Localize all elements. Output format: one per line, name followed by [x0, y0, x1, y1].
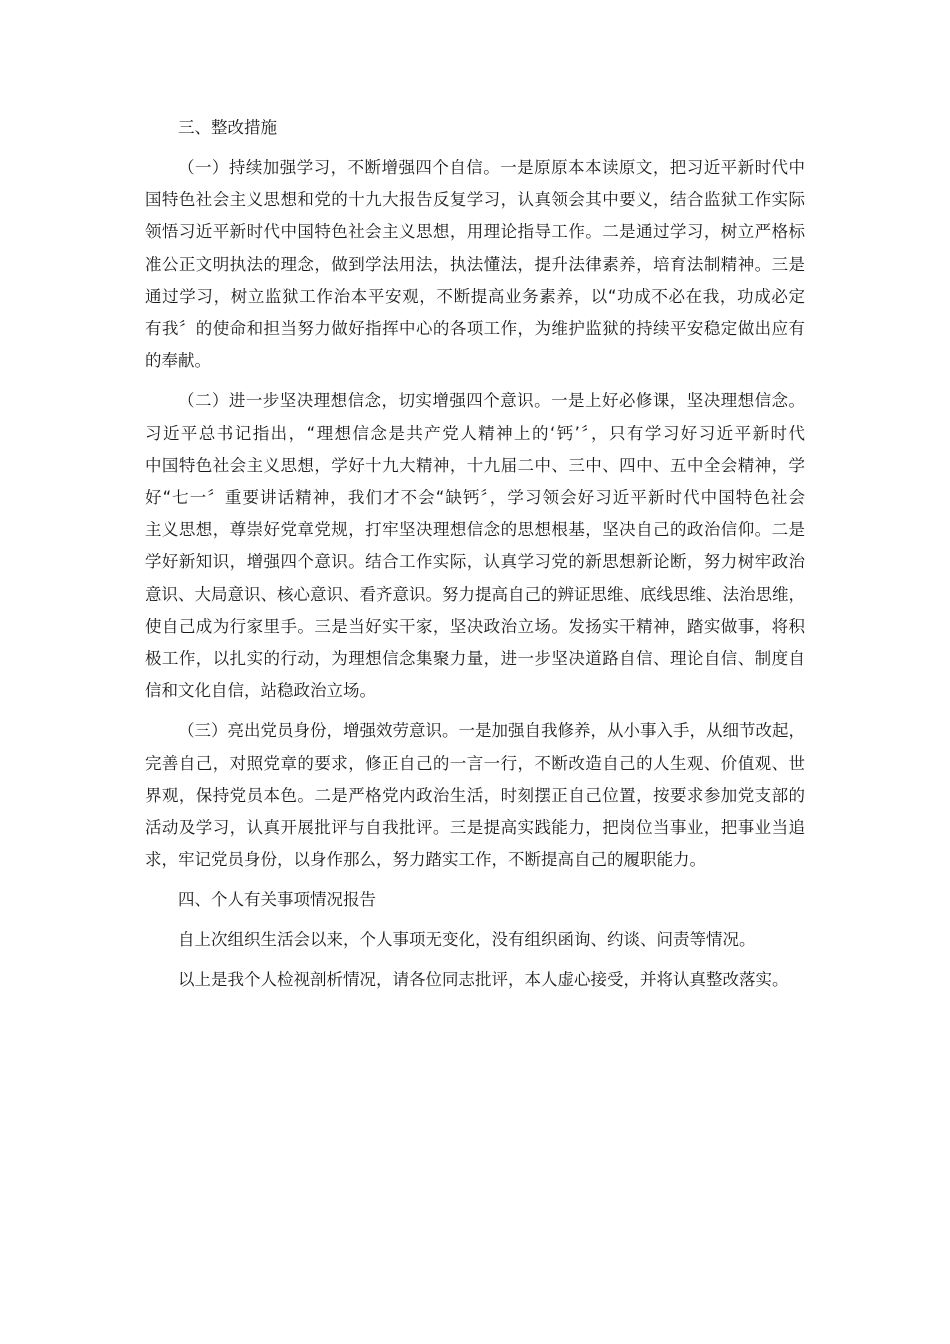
paragraph-line: 通过学习，树立监狱工作治本平安观，不断提高业务素养，以“功成不必在我，功成必定 — [145, 286, 805, 306]
paragraph-2 — [145, 385, 805, 707]
paragraph-line: 求，牢记党员身份，以身作那么，努力踏实工作，不断提高自己的履职能力。 — [145, 850, 706, 870]
section-heading-4: 四、个人有关事项情况报告 — [178, 890, 376, 910]
paragraph-line: （三）亮出党员身份，增强效劳意识。一是加强自我修养，从小事入手，从细节改起， — [178, 721, 805, 741]
document-page — [145, 112, 805, 1004]
paragraph-line: 好“七一〞重要讲话精神，我们才不会“缺钙〞，学习领会好习近平新时代中国特色社会 — [145, 488, 805, 508]
paragraph-line: 习近平总书记指出，“理想信念是共产党人精神上的‘钙’〞，只有学习好习近平新时代 — [145, 423, 805, 443]
paragraph-1 — [145, 152, 805, 377]
paragraph-line: （二）进一步坚决理想信念，切实增强四个意识。一是上好必修课，坚决理想信念。 — [178, 391, 805, 411]
paragraph-3 — [145, 715, 805, 876]
report-statement: 自上次组织生活会以来，个人事项无变化，没有组织函询、约谈、问责等情况。 — [178, 930, 756, 950]
paragraph-line: 信和文化自信，站稳政治立场。 — [145, 681, 376, 701]
paragraph-line: 中国特色社会主义思想，学好十九大精神，十九届二中、三中、四中、五中全会精神，学 — [145, 455, 805, 475]
section-heading-3: 三、整改措施 — [178, 118, 277, 137]
paragraph-line: 极工作，以扎实的行动，为理想信念集聚力量，进一步坚决道路自信、理论自信、制度自 — [145, 649, 805, 669]
paragraph-line: 领悟习近平新时代中国特色社会主义思想，用理论指导工作。二是通过学习，树立严格标 — [145, 222, 805, 242]
paragraph-line: 学好新知识，增强四个意识。结合工作实际，认真学习党的新思想新论断，努力树牢政治 — [145, 552, 805, 572]
paragraph-line: （一）持续加强学习，不断增强四个自信。一是原原本本读原文，把习近平新时代中 — [178, 158, 805, 177]
paragraph-line: 意识、大局意识、核心意识、看齐意识。努力提高自己的辨证思维、底线思维、法治思维， — [145, 584, 805, 604]
closing-statement: 以上是我个人检视剖析情况，请各位同志批评，本人虚心接受，并将认真整改落实。 — [178, 970, 789, 990]
paragraph-line: 界观，保持党员本色。二是严格党内政治生活，时刻摆正自己位置，按要求参加党支部的 — [145, 785, 805, 805]
paragraph-line: 活动及学习，认真开展批评与自我批评。三是提高实践能力，把岗位当事业，把事业当追 — [145, 818, 805, 838]
paragraph-line: 准公正文明执法的理念，做到学法用法，执法懂法，提升法律素养，培育法制精神。三是 — [145, 254, 805, 274]
paragraph-line: 完善自己，对照党章的要求，修正自己的一言一行，不断改造自己的人生观、价值观、世 — [145, 753, 805, 773]
paragraph-line: 主义思想，尊崇好党章党规，打牢坚决理想信念的思想根基，坚决自己的政治信仰。二是 — [145, 520, 805, 540]
paragraph-line: 使自己成为行家里手。三是当好实干家，坚决政治立场。发扬实干精神，踏实做事，将积 — [145, 616, 805, 636]
paragraph-line: 的奉献。 — [145, 351, 211, 371]
paragraph-line: 有我〞的使命和担当努力做好指挥中心的各项工作，为维护监狱的持续平安稳定做出应有 — [145, 319, 805, 339]
paragraph-line: 国特色社会主义思想和党的十九大报告反复学习，认真领会其中要义，结合监狱工作实际 — [145, 190, 805, 210]
